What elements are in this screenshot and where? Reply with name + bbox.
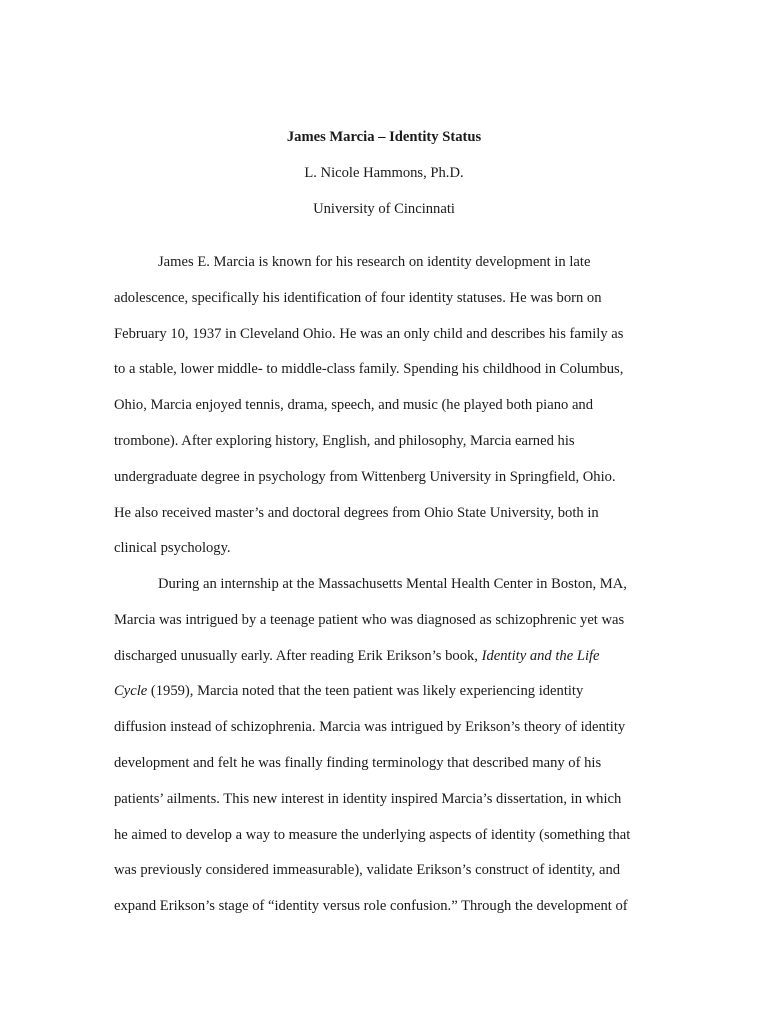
paragraph-line: During an internship at the Massachusetts Mental Health Center in Boston, MA, [158, 576, 627, 592]
paragraph-line: he aimed to develop a way to measure the underlying aspects of identity (something that [114, 826, 631, 843]
paragraph-line: diffusion instead of schizophrenia. Marcia was intrigued by Erikson’s theory of identity [114, 719, 626, 736]
paragraph-line: expand Erikson’s stage of “identity versus role confusion.” Through the development of [114, 898, 628, 915]
paragraph-2 [114, 567, 654, 925]
paragraph-line: Ohio, Marcia enjoyed tennis, drama, speech, and music (he played both piano and [114, 397, 594, 414]
book-title-italic: Identity and the Life [481, 647, 600, 664]
document-title: James Marcia – Identity Status [286, 129, 482, 145]
paragraph-line: Marcia was intrigued by a teenage patient who was diagnosed as schizophrenic yet was [114, 611, 625, 628]
paragraph-line: to a stable, lower middle- to middle-class family. Spending his childhood in Columbus, [114, 361, 624, 378]
author-affiliation: University of Cincinnati [313, 201, 455, 217]
author-name: L. Nicole Hammons, Ph.D. [304, 165, 464, 181]
paragraph-line: patients’ ailments. This new interest in identity inspired Marcia’s dissertation, in which [114, 790, 622, 807]
paragraph-line: trombone). After exploring history, English, and philosophy, Marcia earned his [114, 432, 575, 449]
paragraph-line: James E. Marcia is known for his research on identity development in late [158, 254, 591, 270]
book-title-italic: Cycle [114, 683, 148, 700]
paragraph-line: February 10, 1937 in Cleveland Ohio. He was an only child and describes his family as [114, 325, 624, 342]
paragraph-line: was previously considered immeasurable), validate Erikson’s construct of identity, and [114, 862, 621, 879]
paragraph-line: He also received master’s and doctoral degrees from Ohio State University, both in [114, 504, 599, 521]
paragraph-line: undergraduate degree in psychology from Wittenberg University in Springfield, Ohio. [114, 468, 616, 485]
paragraph-line: clinical psychology. [114, 540, 231, 557]
paragraph-1 [114, 245, 654, 567]
paragraph-line: Cycle (1959), Marcia noted that the teen patient was likely experiencing identity [114, 683, 584, 700]
paragraph-line: development and felt he was finally finding terminology that described many of his [114, 754, 602, 771]
paragraph-line: discharged unusually early. After reading Erik Erikson’s book, Identity and the Life [114, 647, 600, 664]
paragraph-line: adolescence, specifically his identification of four identity statuses. He was born on [114, 289, 602, 306]
